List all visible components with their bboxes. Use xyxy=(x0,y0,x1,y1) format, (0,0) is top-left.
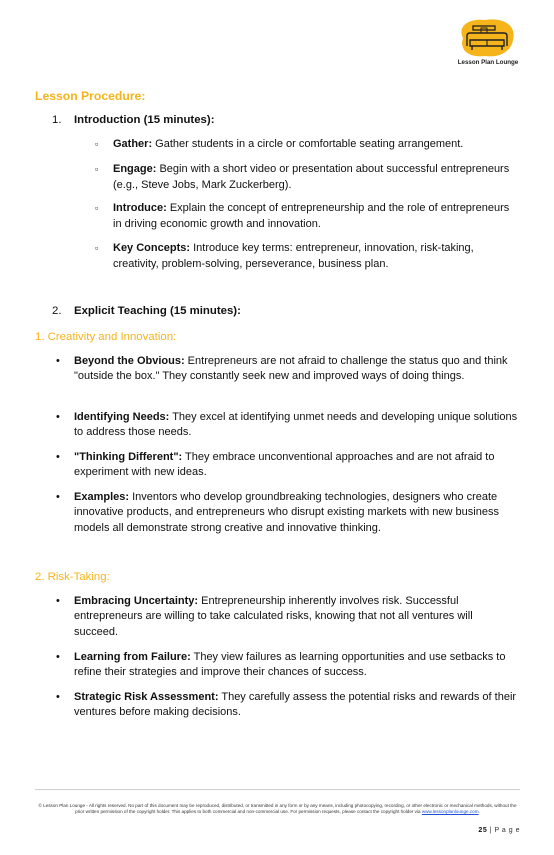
item-text: They carefully assess the potential risks and rewards of their ventures before making decisions. xyxy=(74,691,517,719)
item-label: "Thinking Different": xyxy=(74,451,183,463)
website-link[interactable]: www.lessonplanlounge.com xyxy=(421,809,479,815)
creativity-heading: 1. Creativity and Innovation: xyxy=(35,331,177,343)
bullet-icon: • xyxy=(56,491,60,503)
square-bullet-icon: ▫ xyxy=(95,139,99,149)
list-item xyxy=(95,162,515,193)
square-bullet-icon: ▫ xyxy=(95,164,99,174)
introduction-heading xyxy=(52,114,214,126)
list-number: 1. xyxy=(52,114,62,126)
link-suffix: . xyxy=(478,809,480,815)
item-label: Strategic Risk Assessment: xyxy=(74,691,219,703)
footer-copyright xyxy=(34,803,521,815)
explicit-teaching-heading xyxy=(52,305,241,317)
item-text: Introduce key terms: entrepreneur, innovation, risk-taking, creativity, problem-solving, perseverance, business plan. xyxy=(113,242,474,270)
item-label: Learning from Failure: xyxy=(74,651,191,663)
list-heading-text: Introduction (15 minutes): xyxy=(74,114,215,126)
item-text: They excel at identifying unmet needs and developing unique solutions to address those needs. xyxy=(74,411,518,439)
bullet-icon: • xyxy=(56,595,60,607)
item-text: Explain the concept of entrepreneurship and the role of entrepreneurs in driving economic growth and innovation. xyxy=(113,202,510,230)
item-label: Key Concepts: xyxy=(113,242,191,254)
brand-name: Lesson Plan Lounge xyxy=(457,59,519,66)
item-label: Engage: xyxy=(113,163,157,175)
item-label: Gather: xyxy=(113,138,153,150)
list-number: 2. xyxy=(52,305,62,317)
item-label: Embracing Uncertainty: xyxy=(74,595,199,607)
list-item xyxy=(56,410,518,441)
bullet-icon: • xyxy=(56,451,60,463)
list-item xyxy=(56,690,518,721)
item-text: They view failures as learning opportunities and use setbacks to refine their strategies and improve their chances of success. xyxy=(74,651,506,679)
item-text: Inventors who develop groundbreaking technologies, designers who create innovative products, and entrepreneurs who disrupt existing markets with new business models all demonstrate strong creative and innovative thinking. xyxy=(74,491,499,534)
bullet-icon: • xyxy=(56,355,60,367)
bullet-icon: • xyxy=(56,651,60,663)
page-word: P a g e xyxy=(494,827,520,834)
list-item xyxy=(56,594,518,640)
footer-divider xyxy=(35,789,520,790)
item-text: Entrepreneurship inherently involves risk. Successful entrepreneurs are willing to take calculated risks, knowing that not all ventures will succeed. xyxy=(74,595,473,638)
item-text: Gather students in a circle or comfortable seating arrangement. xyxy=(152,138,464,150)
copyright-text: © Lesson Plan Lounge - All rights reserved. No part of this document may be reproduced, distributed, or transmitted in any form or by any means, including photocopying, recording, or other electronic or mechanical methods, without the prior written permission of the copyright holder. This applies to both commercial and non-commercial use. For permission requests, please contact the copyright holder via xyxy=(38,803,517,815)
list-item xyxy=(95,137,515,153)
page-number xyxy=(478,827,520,834)
square-bullet-icon: ▫ xyxy=(95,243,99,253)
bullet-icon: • xyxy=(56,691,60,703)
item-text: They embrace unconventional approaches and are not afraid to experiment with new ideas. xyxy=(74,451,495,479)
list-heading-text: Explicit Teaching (15 minutes): xyxy=(74,305,241,317)
list-item xyxy=(95,201,515,232)
list-item xyxy=(56,650,518,681)
item-label: Identifying Needs: xyxy=(74,411,170,423)
item-label: Examples: xyxy=(74,491,130,503)
bullet-icon: • xyxy=(56,411,60,423)
list-item xyxy=(95,241,515,272)
sofa-icon xyxy=(455,16,519,60)
list-item xyxy=(56,354,518,385)
list-item xyxy=(56,490,518,536)
item-text: Begin with a short video or presentation about successful entrepreneurs (e.g., Steve Jobs, Mark Zuckerberg). xyxy=(113,163,510,191)
risk-taking-heading: 2. Risk-Taking: xyxy=(35,571,110,583)
item-label: Beyond the Obvious: xyxy=(74,355,185,367)
item-text: Entrepreneurs are not afraid to challenge the status quo and think "outside the box." They constantly seek new and improved ways of doing things. xyxy=(74,355,508,383)
square-bullet-icon: ▫ xyxy=(95,203,99,213)
item-label: Introduce: xyxy=(113,202,167,214)
page-number-value: 25 xyxy=(478,827,488,834)
list-item xyxy=(56,450,518,481)
lesson-procedure-heading: Lesson Procedure: xyxy=(35,89,146,103)
page-separator: | xyxy=(487,827,495,834)
